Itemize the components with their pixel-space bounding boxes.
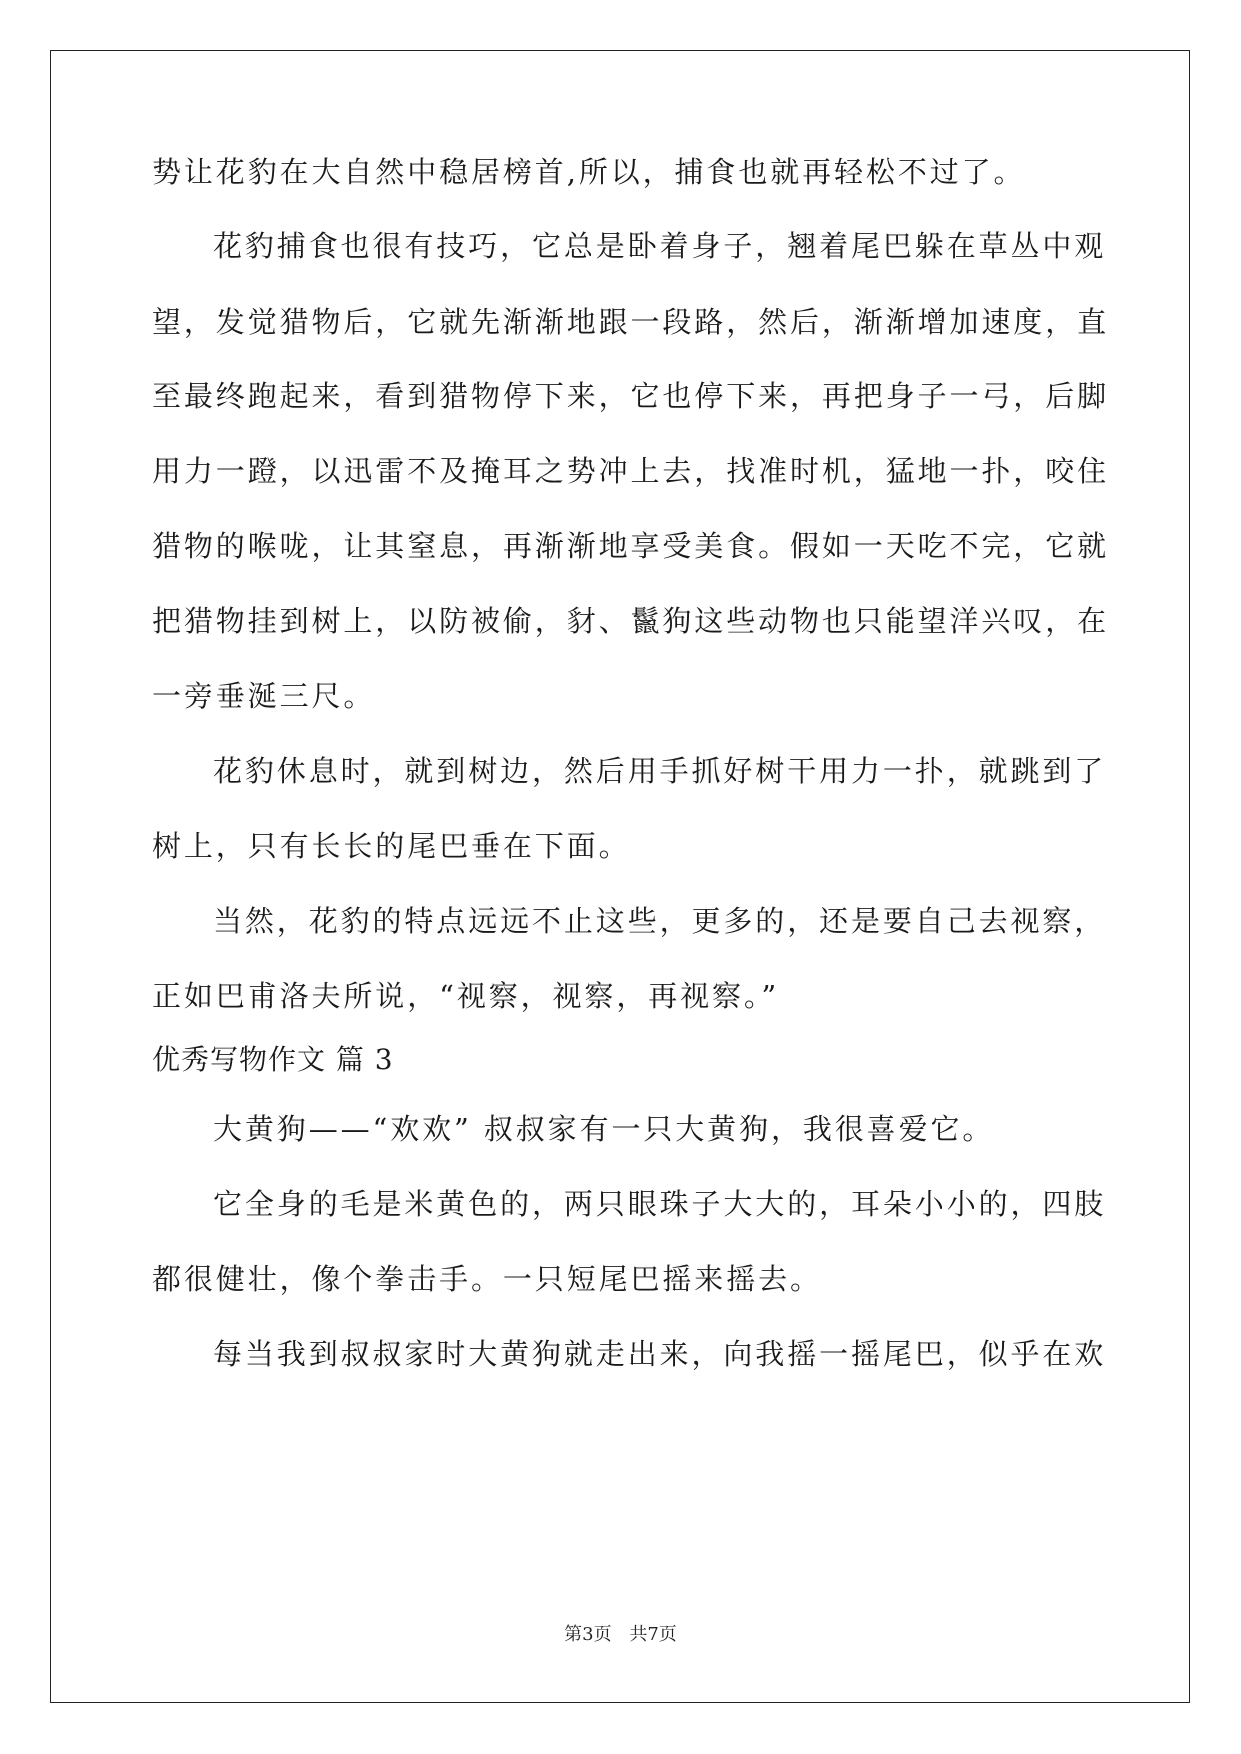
section-heading: 优秀写物作文 篇 3: [152, 1043, 394, 1076]
paragraph-line: 花豹捕食也很有技巧，它总是卧着身子，翘着尾巴躲在草丛中观: [213, 229, 1107, 263]
page-total: 共7页: [629, 1624, 677, 1645]
paragraph-line: 猎物的喉咙，让其窒息，再渐渐地享受美食。假如一天吃不完，它就: [152, 529, 1110, 563]
paragraph-line: 它全身的毛是米黄色的，两只眼珠子大大的，耳朵小小的，四肢: [213, 1187, 1107, 1221]
page-footer: [0, 1623, 1241, 1647]
paragraph-line: 势让花豹在大自然中稳居榜首,所以，捕食也就再轻松不过了。: [152, 155, 1026, 189]
paragraph-line: 大黄狗——“欢欢” 叔叔家有一只大黄狗，我很喜爱它。: [213, 1112, 995, 1146]
paragraph-line: 望，发觉猎物后，它就先渐渐地跟一段路，然后，渐渐增加速度，直: [152, 305, 1110, 339]
paragraph-line: 至最终跑起来，看到猎物停下来，它也停下来，再把身子一弓，后脚: [152, 379, 1110, 413]
paragraph-line: 当然，花豹的特点远远不止这些，更多的，还是要自己去视察，: [213, 904, 1107, 938]
paragraph-line: 花豹休息时，就到树边，然后用手抓好树干用力一扑，就跳到了: [213, 754, 1107, 788]
paragraph-line: 把猎物挂到树上，以防被偷，豺、鬣狗这些动物也只能望洋兴叹，在: [152, 604, 1110, 638]
paragraph-line: 一旁垂涎三尺。: [152, 679, 376, 713]
paragraph-line: 都很健壮，像个拳击手。一只短尾巴摇来摇去。: [152, 1262, 822, 1296]
paragraph-line: 树上，只有长长的尾巴垂在下面。: [152, 829, 631, 863]
paragraph-line: 每当我到叔叔家时大黄狗就走出来，向我摇一摇尾巴，似乎在欢: [213, 1337, 1107, 1371]
page-border: [50, 50, 1190, 1703]
paragraph-line: 正如巴甫洛夫所说，“视察，视察，再视察。”: [152, 979, 780, 1013]
page-number: 第3页: [564, 1624, 612, 1645]
paragraph-line: 用力一蹬，以迅雷不及掩耳之势冲上去，找准时机，猛地一扑，咬住: [152, 454, 1110, 488]
